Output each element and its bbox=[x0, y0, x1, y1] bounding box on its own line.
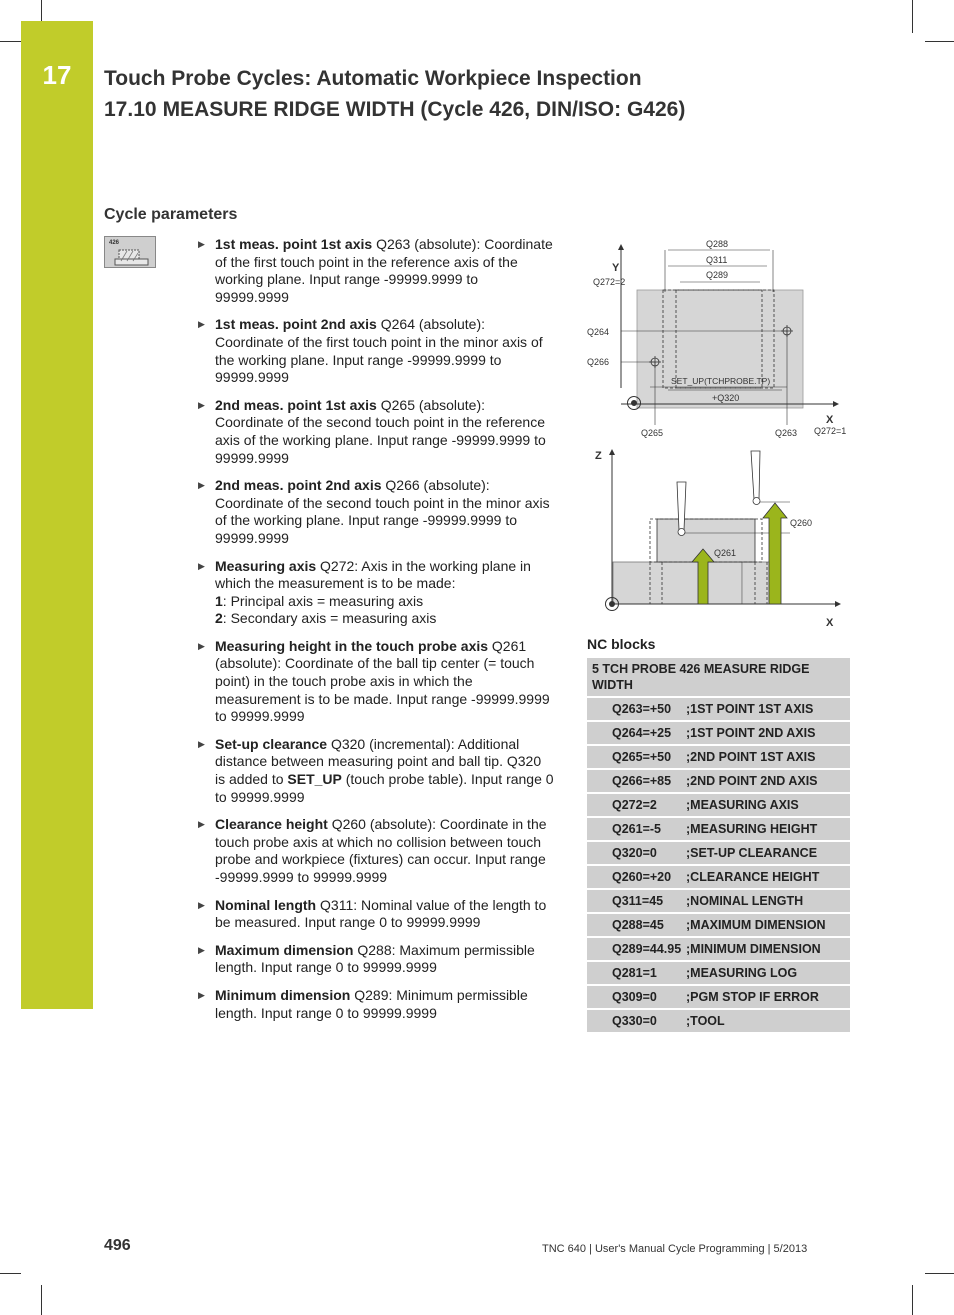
option-text: : Secondary axis = measuring axis bbox=[222, 610, 437, 627]
nc-code: Q289=44.95 bbox=[587, 937, 686, 961]
nc-code: Q265=+50 bbox=[587, 745, 686, 769]
param-desc: Q288: Maximum permissible length. Input range 0 to 99999.9999 bbox=[215, 941, 535, 976]
section-number: 17.10 bbox=[104, 98, 157, 121]
nc-blocks-table bbox=[587, 658, 850, 1034]
crop-mark bbox=[912, 1285, 913, 1315]
z-axis-label: Z bbox=[595, 450, 602, 462]
param-desc: Q264 (absolute): Coordinate of the first touch point in the minor axis of the working plane. Input range -99999.9999 to 99999.9999 bbox=[215, 316, 543, 386]
param-name: 2nd meas. point 2nd axis bbox=[215, 477, 382, 494]
param-name: Minimum dimension bbox=[215, 986, 351, 1003]
nc-code: Q260=+20 bbox=[587, 865, 686, 889]
param-desc: Q261 (absolute): Coordinate of the ball tip center (= touch point) in the touch probe axis in which the measurement is to be made. Input range -99999.9999 to 99999.9999 bbox=[215, 637, 550, 725]
nc-code: Q281=1 bbox=[587, 961, 686, 985]
bullet-arrow-icon: ▶ bbox=[198, 989, 205, 1000]
page-number: 496 bbox=[104, 1237, 131, 1254]
nc-row bbox=[587, 721, 850, 745]
param-name: Measuring height in the touch probe axis bbox=[215, 637, 489, 654]
param-name: 1st meas. point 2nd axis bbox=[215, 316, 377, 333]
bullet-arrow-icon: ▶ bbox=[198, 399, 205, 410]
nc-row bbox=[587, 841, 850, 865]
cycle-diagrams bbox=[586, 232, 856, 632]
ridge-icon bbox=[105, 237, 157, 269]
nc-comment: ;MEASURING HEIGHT bbox=[686, 817, 850, 841]
parameter-list bbox=[194, 236, 554, 1032]
nc-comment: ;SET-UP CLEARANCE bbox=[686, 841, 850, 865]
nc-comment: ;TOOL bbox=[686, 1009, 850, 1033]
top-view-diagram bbox=[587, 239, 846, 438]
nc-row bbox=[587, 697, 850, 721]
param-q260 bbox=[194, 816, 554, 886]
label-q288: Q288 bbox=[706, 239, 729, 249]
nc-row bbox=[587, 985, 850, 1009]
crop-mark bbox=[41, 0, 42, 21]
nc-row bbox=[587, 769, 850, 793]
label-q320: +Q320 bbox=[712, 393, 740, 403]
crop-mark bbox=[0, 1273, 21, 1274]
param-name: Set-up clearance bbox=[215, 735, 328, 752]
param-desc: Q311: Nominal value of the length to be measured. Input range 0 to 99999.9999 bbox=[215, 896, 547, 931]
option-key: 2 bbox=[215, 610, 223, 627]
nc-row bbox=[587, 745, 850, 769]
nc-comment: ;2ND POINT 2ND AXIS bbox=[686, 769, 850, 793]
param-desc: Q263 (absolute): Coordinate of the first touch point in the reference axis of the working plane. Input range -99999.9999 to 99999.9999 bbox=[215, 236, 553, 305]
label-q261: Q261 bbox=[714, 548, 737, 558]
nc-code: Q311=45 bbox=[587, 889, 686, 913]
param-q264 bbox=[194, 316, 554, 386]
nc-code: Q309=0 bbox=[587, 985, 686, 1009]
cycle-426-icon bbox=[104, 236, 156, 268]
bullet-arrow-icon: ▶ bbox=[198, 819, 205, 830]
nc-code: Q264=+25 bbox=[587, 721, 686, 745]
cycle-parameters-heading: Cycle parameters bbox=[104, 206, 238, 223]
nc-row bbox=[587, 793, 850, 817]
chapter-title: Touch Probe Cycles: Automatic Workpiece Inspection bbox=[104, 67, 642, 90]
bullet-arrow-icon: ▶ bbox=[198, 899, 205, 910]
param-desc-cont: (touch probe table). Input range 0 to 99999.9999 bbox=[215, 771, 554, 805]
nc-comment: ;NOMINAL LENGTH bbox=[686, 889, 850, 913]
nc-row bbox=[587, 865, 850, 889]
nc-comment: ;MEASURING LOG bbox=[686, 961, 850, 985]
nc-comment: ;CLEARANCE HEIGHT bbox=[686, 865, 850, 889]
label-q272-2: Q272=2 bbox=[593, 277, 626, 287]
param-desc: Q265 (absolute): Coordinate of the second touch point in the reference axis of the working plane. Input range -99999.9999 to 99999.9999 bbox=[215, 396, 546, 466]
nc-header-row bbox=[587, 658, 850, 697]
param-q320 bbox=[194, 736, 554, 806]
y-axis-label: Y bbox=[612, 262, 620, 274]
nc-blocks-heading: NC blocks bbox=[587, 636, 656, 652]
nc-comment: ;PGM STOP IF ERROR bbox=[686, 985, 850, 1009]
nc-comment: ;2ND POINT 1ST AXIS bbox=[686, 745, 850, 769]
nc-row bbox=[587, 913, 850, 937]
section-title bbox=[104, 98, 685, 122]
nc-code: Q266=+85 bbox=[587, 769, 686, 793]
nc-comment: ;MEASURING AXIS bbox=[686, 793, 850, 817]
nc-comment: ;1ST POINT 2ND AXIS bbox=[686, 721, 850, 745]
param-desc: Q272: Axis in the working plane in which the measurement is to be made: bbox=[215, 557, 531, 592]
label-q265: Q265 bbox=[641, 428, 664, 438]
nc-comment: ;1ST POINT 1ST AXIS bbox=[686, 697, 850, 721]
bullet-arrow-icon: ▶ bbox=[198, 480, 205, 491]
section-title-text: MEASURE RIDGE WIDTH (Cycle 426, DIN/ISO: G426) bbox=[162, 98, 686, 121]
crop-mark bbox=[0, 41, 21, 42]
nc-code: Q330=0 bbox=[587, 1009, 686, 1033]
param-q311 bbox=[194, 897, 554, 932]
nc-row bbox=[587, 889, 850, 913]
nc-comment: ;MINIMUM DIMENSION bbox=[686, 937, 850, 961]
nc-row bbox=[587, 937, 850, 961]
crop-mark bbox=[925, 1273, 954, 1274]
param-name: 1st meas. point 1st axis bbox=[215, 236, 373, 252]
param-name: 2nd meas. point 1st axis bbox=[215, 396, 377, 413]
bullet-arrow-icon: ▶ bbox=[198, 944, 205, 955]
nc-row bbox=[587, 1009, 850, 1033]
param-q272 bbox=[194, 558, 554, 628]
param-q289 bbox=[194, 987, 554, 1022]
label-q266: Q266 bbox=[587, 357, 610, 367]
option-key: 1 bbox=[215, 592, 223, 609]
crop-mark bbox=[912, 0, 913, 33]
cycle-icon-label: 426 bbox=[109, 240, 120, 246]
label-q289: Q289 bbox=[706, 270, 729, 280]
param-q266 bbox=[194, 477, 554, 547]
bullet-arrow-icon: ▶ bbox=[198, 738, 205, 749]
param-q265 bbox=[194, 397, 554, 467]
chapter-sidebar bbox=[21, 21, 93, 1009]
x-axis-label: X bbox=[826, 617, 834, 629]
label-q260: Q260 bbox=[790, 518, 813, 528]
param-name: Clearance height bbox=[215, 816, 328, 833]
param-desc: Q260 (absolute): Coordinate in the touch probe axis at which no collision between touch probe and workpiece (fixtures) can occur. Input range -99999.9999 to 99999.9999 bbox=[215, 816, 547, 885]
nc-code: Q261=-5 bbox=[587, 817, 686, 841]
nc-row bbox=[587, 961, 850, 985]
chapter-number: 17 bbox=[42, 60, 72, 90]
param-desc: Q266 (absolute): Coordinate of the second touch point in the minor axis of the working plane. Input range -99999.9999 to 99999.9999 bbox=[215, 477, 550, 546]
param-desc: Q320 (incremental): Additional distance between measuring point and ball tip. Q320 is added to bbox=[215, 735, 542, 788]
footer-text: TNC 640 | User's Manual Cycle Programming | 5/2013 bbox=[542, 1243, 808, 1255]
crop-mark bbox=[41, 1285, 42, 1315]
bullet-arrow-icon: ▶ bbox=[198, 560, 205, 571]
crop-mark bbox=[925, 41, 954, 42]
label-q311: Q311 bbox=[706, 255, 728, 265]
label-q263: Q263 bbox=[775, 428, 798, 438]
label-q264: Q264 bbox=[587, 327, 610, 337]
nc-header-cell: 5 TCH PROBE 426 MEASURE RIDGE WIDTH bbox=[587, 658, 850, 697]
x-axis-label: X bbox=[826, 414, 834, 426]
label-setup: SET_UP(TCHPROBE.TP) bbox=[671, 376, 771, 386]
param-name: Nominal length bbox=[215, 896, 317, 913]
label-q272-1: Q272=1 bbox=[814, 426, 847, 436]
bullet-arrow-icon: ▶ bbox=[198, 239, 205, 249]
nc-code: Q288=45 bbox=[587, 913, 686, 937]
param-q263 bbox=[194, 236, 554, 306]
side-view-diagram bbox=[595, 450, 840, 629]
option-text: : Principal axis = measuring axis bbox=[222, 592, 424, 609]
param-name: Measuring axis bbox=[215, 557, 317, 574]
nc-row bbox=[587, 817, 850, 841]
nc-code: Q263=+50 bbox=[587, 697, 686, 721]
param-q288 bbox=[194, 942, 554, 977]
bullet-arrow-icon: ▶ bbox=[198, 640, 205, 651]
nc-code: Q272=2 bbox=[587, 793, 686, 817]
param-q261 bbox=[194, 638, 554, 726]
nc-comment: ;MAXIMUM DIMENSION bbox=[686, 913, 850, 937]
nc-code: Q320=0 bbox=[587, 841, 686, 865]
bullet-arrow-icon: ▶ bbox=[198, 319, 205, 330]
param-name: Maximum dimension bbox=[215, 941, 354, 958]
param-desc: Q289: Minimum permissible length. Input range 0 to 99999.9999 bbox=[215, 986, 528, 1021]
setup-keyword: SET_UP bbox=[287, 771, 342, 788]
